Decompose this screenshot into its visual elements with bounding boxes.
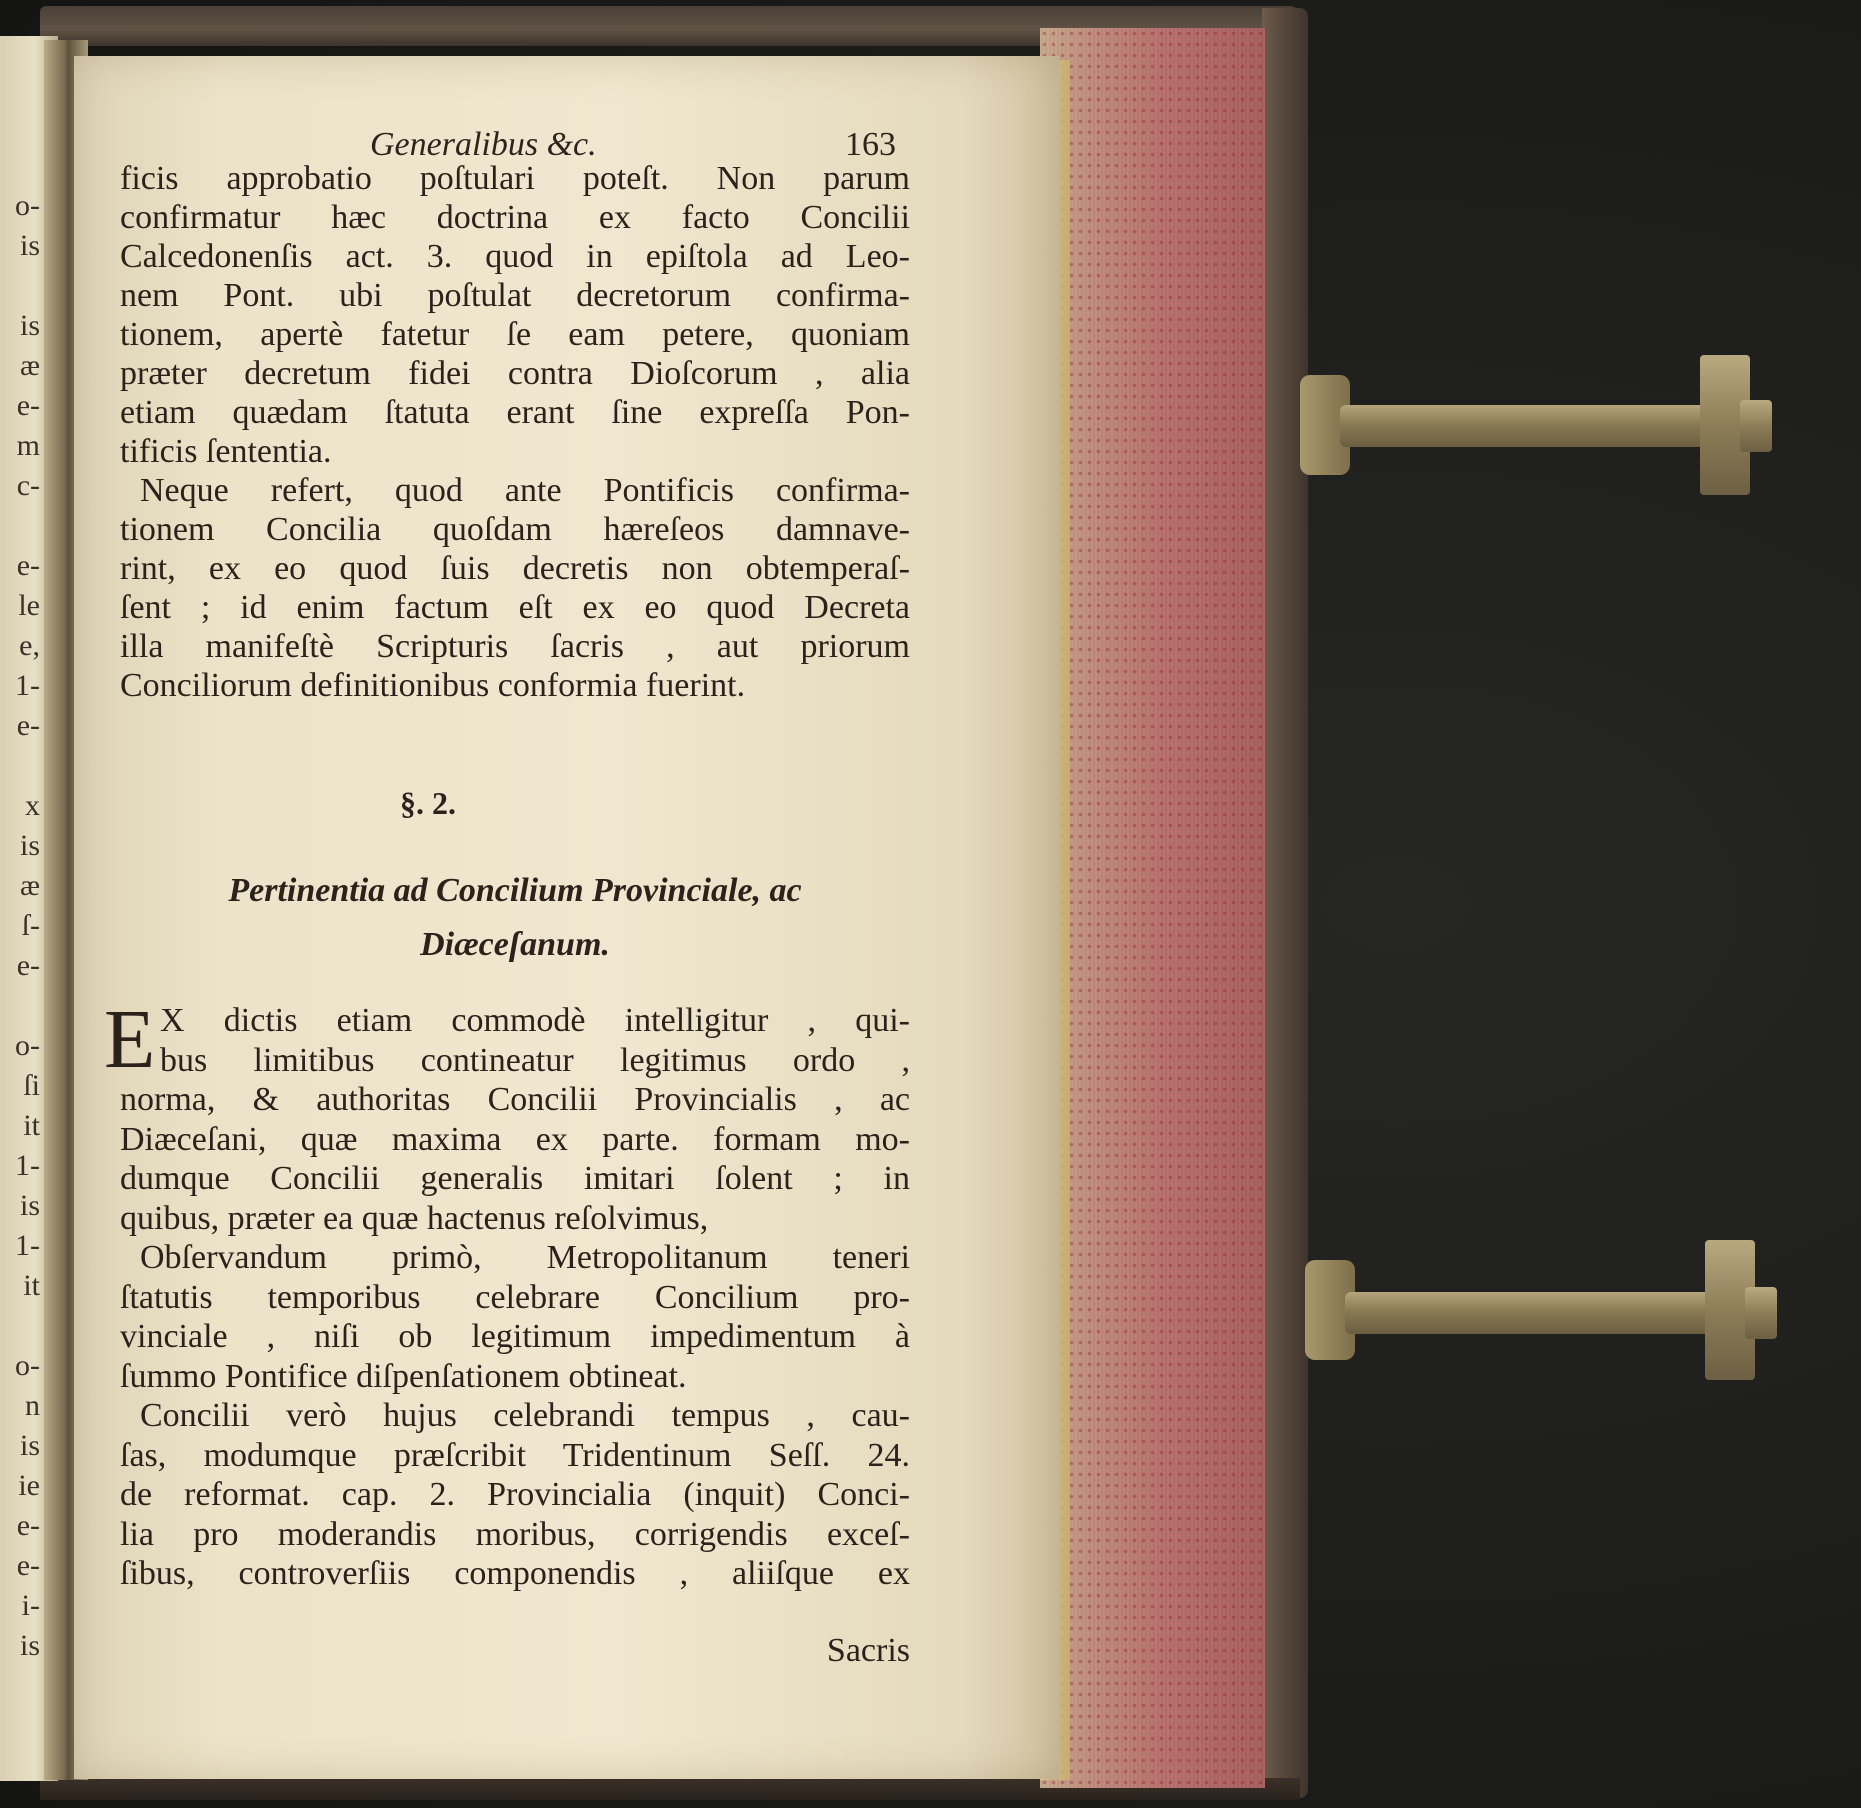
text-line: bus limitibus contineatur legitimus ordo , [160,1041,910,1079]
section-title-line-2: Diæceſanum. [420,926,610,963]
margin-fragment: e- [16,1509,40,1542]
margin-fragment [0,506,40,546]
text-line: lia pro moderandis moribus, corrigendis exceſ- [120,1515,910,1553]
text-line: Conciliorum definitionibus conformia fuerint. [120,667,746,704]
section-mark: §. 2. [400,785,456,821]
margin-fragment: it [23,1109,40,1142]
margin-fragment: o- [15,189,40,222]
section-title-line-1: Pertinentia ad Concilium Provinciale, ac [228,872,802,909]
book-cover-spine-edge [1262,8,1308,1798]
text-line: ſent ; id enim factum eſt ex eo quod Decreta [120,589,910,626]
margin-fragment: ſ- [21,909,40,942]
text-line: etiam quædam ſtatuta erant ſine expreſſa Pon- [120,394,910,431]
page-number: 163 [845,126,896,163]
text-line: tionem, apertè fatetur ſe eam petere, quoniam [120,316,910,353]
text-line: Diæceſani, quæ maxima ex parte. formam mo- [120,1120,910,1158]
text-line: tificis ſententia. [120,433,332,470]
text-line: Calcedonenſis act. 3. quod in epiſtola ad Leo- [120,238,910,275]
text-line: dumque Concilii generalis imitari ſolent ; in [120,1160,910,1197]
margin-fragment: ſi [23,1069,40,1102]
margin-fragment: æ [19,869,40,902]
text-line: ſas, modumque præſcribit Tridentinum Seſſ. 24. [120,1436,910,1474]
upper-clasp [1300,355,1780,495]
margin-fragment [0,1306,40,1346]
margin-fragment: m [16,429,40,462]
text-line: rint, ex eo quod ſuis decretis non obtemperaſ- [120,550,910,587]
margin-fragment: is [19,1189,40,1222]
text-line: tionem Concilia quoſdam hæreſeos damnave- [120,511,910,548]
text-line: confirmatur hæc doctrina ex facto Concilii [120,199,910,236]
margin-fragment: is [19,1429,40,1462]
margin-fragment: e- [16,549,40,582]
margin-fragment: i- [21,1589,40,1622]
margin-fragment: o- [15,1029,40,1062]
text-line: X dictis etiam commodè intelligitur , qui- [160,1002,910,1039]
margin-fragment: 1- [15,1229,40,1262]
margin-fragment: ie [18,1469,40,1502]
text-line: ſtatutis temporibus celebrare Concilium pro- [120,1278,910,1316]
margin-fragment [0,266,40,306]
sprinkled-edge-pattern [1040,28,1265,1788]
margin-fragment: e- [16,1549,40,1582]
text-line: ficis approbatio poſtulari poteſt. Non parum [120,160,910,197]
text-line: illa manifeſtè Scripturis ſacris , aut priorum [120,628,910,665]
margin-fragment: is [19,1629,40,1662]
catchword: Sacris [826,1632,910,1669]
left-page-margin-text [0,186,40,1666]
margin-fragment: c- [16,469,40,502]
margin-fragment: 1- [15,1149,40,1182]
text-line: quibus, præter ea quæ hactenus reſolvimus, [120,1199,709,1237]
lower-clasp [1305,1240,1785,1380]
margin-fragment: is [19,829,40,862]
margin-fragment: le [18,589,40,622]
running-head: Generalibus &c. [370,126,597,163]
text-line: norma, & authoritas Concilii Provincialis , ac [120,1081,910,1118]
margin-fragment: x [25,789,40,822]
margin-fragment: it [23,1269,40,1302]
text-line: Neque refert, quod ante Pontificis confirma- [140,472,910,509]
text-line: præter decretum fidei contra Dioſcorum , alia [120,355,910,392]
text-line: Concilii verò hujus celebrandi tempus , cau- [140,1397,910,1434]
drop-cap: E [104,993,156,1086]
margin-fragment: e- [16,709,40,742]
margin-fragment [0,986,40,1026]
margin-fragment: e- [16,949,40,982]
text-line: vinciale , niſi ob legitimum impedimentum à [120,1318,910,1355]
margin-fragment: n [25,1389,40,1422]
text-line: ſibus, controverſiis componendis , aliiſque ex [120,1555,910,1592]
text-line: de reformat. cap. 2. Provincialia (inquit) Conci- [120,1476,910,1513]
margin-fragment: is [19,309,40,342]
text-line: Obſervandum primò, Metropolitanum teneri [140,1239,910,1276]
margin-fragment [0,746,40,786]
margin-fragment: e, [19,629,40,662]
margin-fragment: æ [19,349,40,382]
text-line: nem Pont. ubi poſtulat decretorum confirma- [120,277,910,314]
text-line: ſummo Pontifice diſpenſationem obtineat. [120,1357,687,1395]
margin-fragment: is [19,229,40,262]
margin-fragment: o- [15,1349,40,1382]
margin-fragment: 1- [15,669,40,702]
margin-fragment: e- [16,389,40,422]
